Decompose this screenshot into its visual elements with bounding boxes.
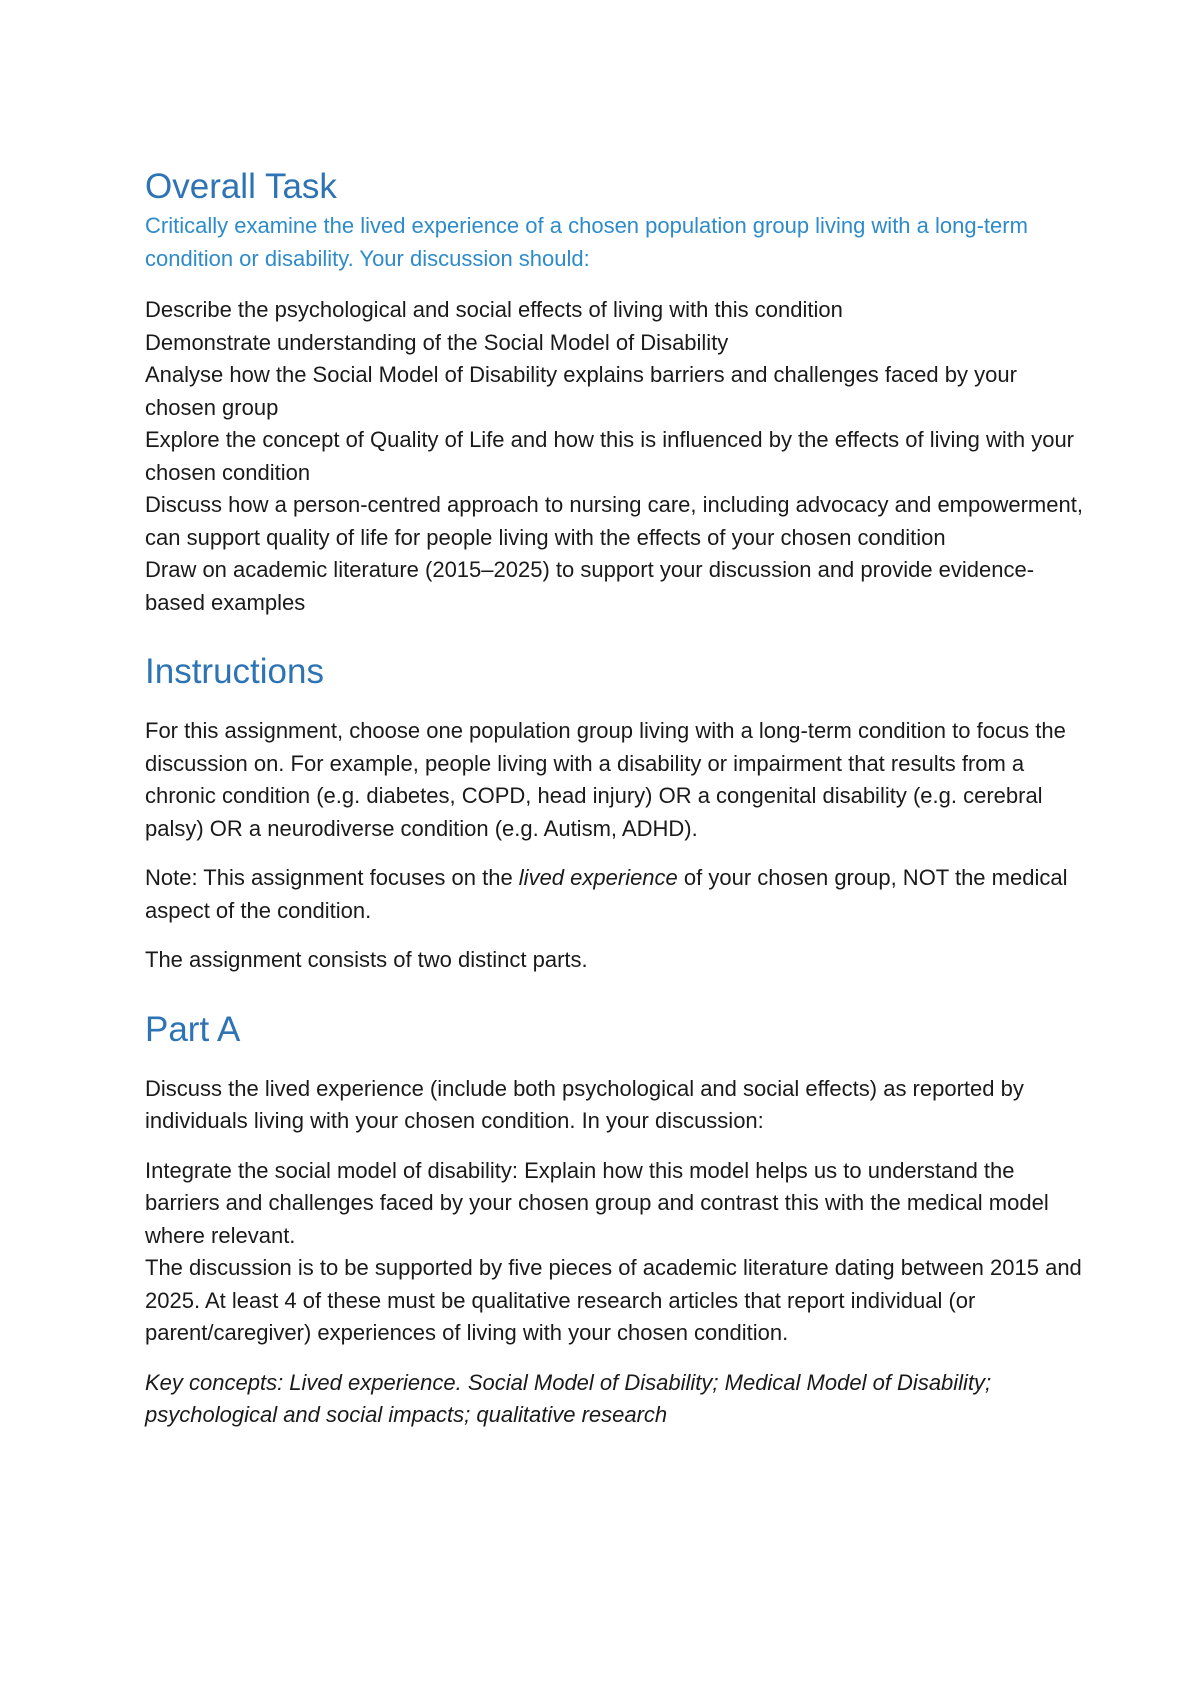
overall-task-heading: Overall Task (145, 167, 337, 206)
list-item: Analyse how the Social Model of Disability explains barriers and challenges faced by your chosen group (145, 362, 1017, 420)
list-item: Describe the psychological and social effects of living with this condition (145, 297, 843, 322)
list-item: Integrate the social model of disability: Explain how this model helps us to understand the barriers and challenges faced by your chosen group and contrast this with the medical model where relevant. (145, 1157, 1049, 1248)
overall-task-list (145, 294, 1085, 619)
instructions-paragraph: For this assignment, choose one population group living with a long-term condition to focus the discussion on. For example, people living with a disability or impairment that results from a chronic condition (e.g. diabetes, COPD, head injury) OR a congenital disability (e.g. cerebral palsy) OR a neurodiverse condition (e.g. Autism, ADHD). (145, 718, 1066, 841)
part-a-section (145, 1008, 1085, 1432)
instructions-note (145, 862, 1085, 927)
instructions-heading: Instructions (145, 652, 324, 691)
note-text-end: of your chosen group, NOT the medical aspect of the condition. (145, 865, 1068, 923)
list-item: The discussion is to be supported by five pieces of academic literature dating between 2015 and 2025. At least 4 of these must be qualitative research articles that report individual (or parent/caregiver) experiences of living with your chosen condition. (145, 1255, 1082, 1345)
list-item: Discuss how a person-centred approach to nursing care, including advocacy and empowerment, can support quality of life for people living with the effects of your chosen condition (145, 492, 1083, 550)
list-item: Draw on academic literature (2015–2025) to support your discussion and provide evidence-based examples (145, 557, 1035, 615)
list-item: Demonstrate understanding of the Social Model of Disability (145, 329, 729, 355)
document-page (145, 165, 1085, 1432)
note-emphasis: lived experience (518, 865, 678, 890)
list-item: Explore the concept of Quality of Life and how this is influenced by the effects of living with your chosen condition (145, 427, 1075, 485)
overall-task-subtitle: Critically examine the lived experience of a chosen population group living with a long-term condition or disability. Your discussion should: (145, 213, 1028, 271)
note-text-start: Note: This assignment focuses on the (145, 865, 519, 890)
instructions-parts: The assignment consists of two distinct parts. (145, 947, 588, 972)
part-a-list (145, 1155, 1085, 1350)
part-a-heading: Part A (145, 1009, 241, 1049)
part-a-intro: Discuss the lived experience (include both psychological and social effects) as reported by individuals living with your chosen condition. In your discussion: (145, 1075, 1024, 1133)
key-concepts: Key concepts: Lived experience. Social Model of Disability; Medical Model of Disability; psychological and social impacts; qualitative research (145, 1369, 992, 1427)
instructions-section (145, 650, 1085, 977)
